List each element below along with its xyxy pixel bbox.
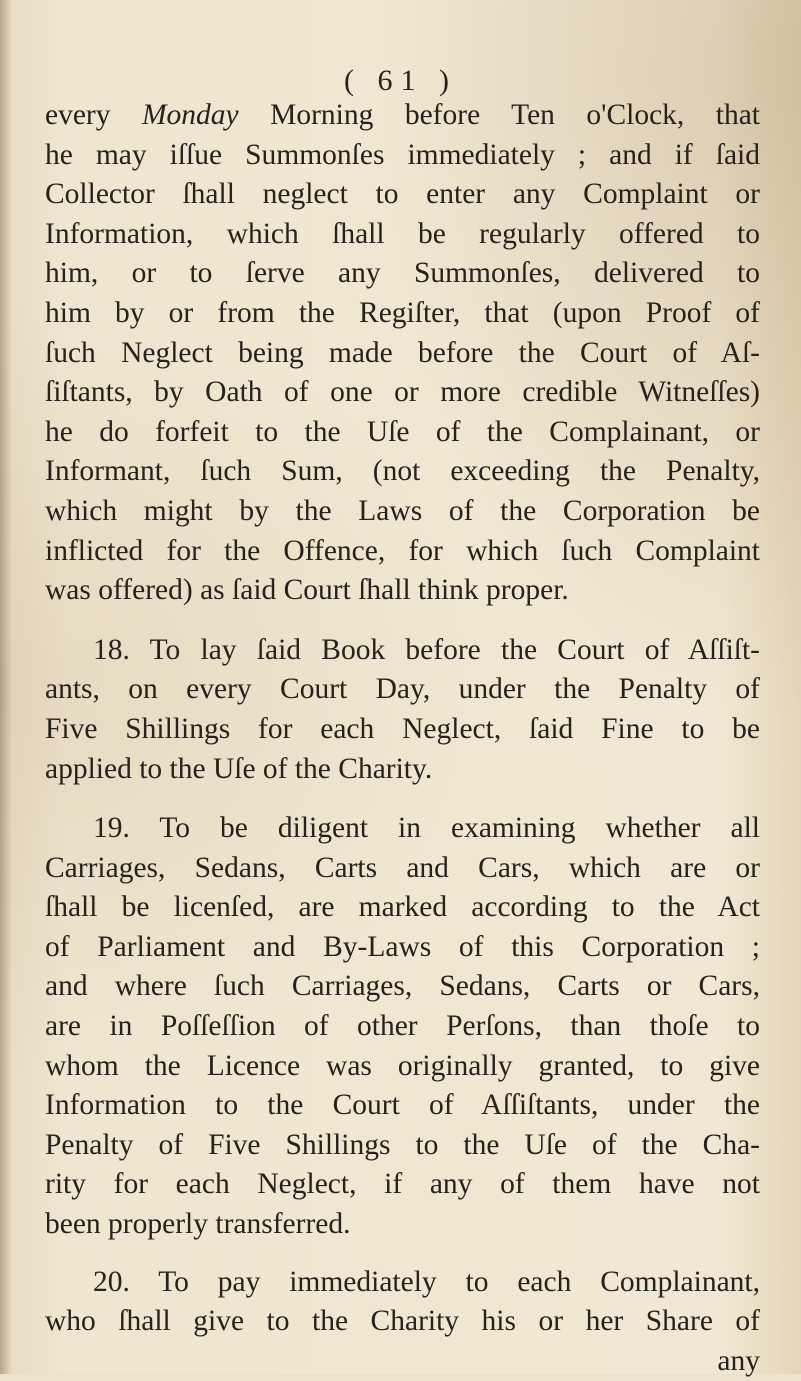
paragraph-20 bbox=[45, 1263, 760, 1342]
text-line: Collector ſhall neglect to enter any Complaint or bbox=[45, 178, 760, 211]
text-line: inflicted for the Offence, for which ſuch Complaint bbox=[45, 534, 760, 567]
paragraph-gap bbox=[45, 789, 760, 809]
text-line: 20. To pay immediately to each Complainant, bbox=[93, 1265, 760, 1298]
text-line: 18. To lay ſaid Book before the Court of Aſſiſt- bbox=[93, 633, 760, 666]
body-text bbox=[45, 96, 760, 1381]
text-line: rity for each Neglect, if any of them have not bbox=[45, 1168, 760, 1201]
text-line: he do forfeit to the Uſe of the Complainant, or bbox=[45, 415, 760, 448]
catchword: any bbox=[717, 1344, 760, 1377]
text-line: Penalty of Five Shillings to the Uſe of the Cha- bbox=[45, 1128, 760, 1161]
text-line: of Parliament and By-Laws of this Corporation ; bbox=[45, 930, 760, 963]
text-line: who ſhall give to the Charity his or her Share of bbox=[45, 1305, 760, 1338]
text-line: Information to the Court of Aſſiſtants, under the bbox=[45, 1089, 760, 1122]
text-line: Carriages, Sedans, Carts and Cars, which are or bbox=[45, 851, 760, 884]
text-line: ſiſtants, by Oath of one or more credible Witneſſes) bbox=[45, 376, 760, 409]
paragraph-18 bbox=[45, 631, 760, 789]
paragraph-19 bbox=[45, 809, 760, 1245]
text-line: whom the Licence was originally granted, to give bbox=[45, 1049, 760, 1082]
text-line: him by or from the Regiſter, that (upon Proof of bbox=[45, 296, 760, 329]
gutter-shadow bbox=[0, 0, 12, 1374]
paragraph-gap bbox=[45, 1245, 760, 1263]
text-line: he may iſſue Summonſes immediately ; and if ſaid bbox=[45, 138, 760, 171]
text-line: every Monday Morning before Ten o'Clock, that bbox=[45, 99, 760, 131]
text-line: Informant, ſuch Sum, (not exceeding the Penalty, bbox=[45, 455, 760, 488]
italic-word: Monday bbox=[141, 99, 239, 131]
text-line: 19. To be diligent in examining whether all bbox=[93, 812, 760, 845]
text-line: applied to the Uſe of the Charity. bbox=[45, 752, 433, 785]
text-line: Five Shillings for each Neglect, ſaid Fine to be bbox=[45, 712, 760, 745]
text-line: been properly transferred. bbox=[45, 1208, 351, 1241]
text-line: which might by the Laws of the Corporation be bbox=[45, 494, 760, 527]
text-line: ants, on every Court Day, under the Penalty of bbox=[45, 673, 760, 706]
paragraph-continuation bbox=[45, 96, 760, 611]
page-number: ( 61 ) bbox=[344, 64, 457, 97]
text-line: are in Poſſeſſion of other Perſons, than thoſe to bbox=[45, 1010, 760, 1043]
text-line: ſhall be licenſed, are marked according to the Act bbox=[45, 891, 760, 924]
text-line: ſuch Neglect being made before the Court of Aſ- bbox=[45, 336, 760, 369]
text-line: was offered) as ſaid Court ſhall think proper. bbox=[45, 574, 569, 607]
text-line: him, or to ſerve any Summonſes, delivered to bbox=[45, 257, 760, 290]
text-line: and where ſuch Carriages, Sedans, Carts or Cars, bbox=[45, 970, 760, 1003]
paragraph-gap bbox=[45, 611, 760, 631]
text-line: Information, which ſhall be regularly offered to bbox=[45, 217, 760, 250]
